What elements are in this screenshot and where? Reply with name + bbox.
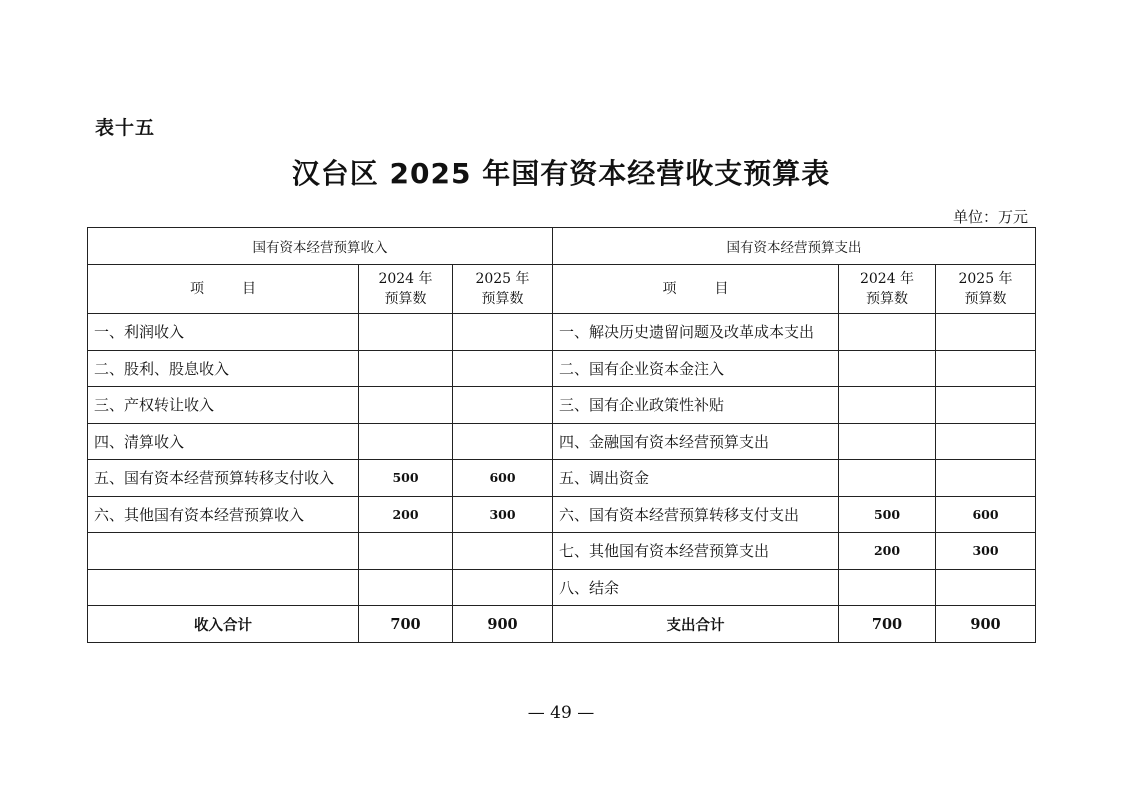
expense-2025: 600 xyxy=(936,496,1036,533)
expense-item: 三、国有企业政策性补贴 xyxy=(553,387,839,424)
income-item: 三、产权转让收入 xyxy=(88,387,359,424)
expense-total-label: 支出合计 xyxy=(553,606,839,643)
income-2025 xyxy=(453,423,553,460)
expense-2025 xyxy=(936,314,1036,351)
income-item: 四、清算收入 xyxy=(88,423,359,460)
income-2024: 200 xyxy=(359,496,453,533)
expense-section-header: 国有资本经营预算支出 xyxy=(553,228,1036,265)
expense-item: 一、解决历史遗留问题及改革成本支出 xyxy=(553,314,839,351)
income-2024 xyxy=(359,569,453,606)
table-row xyxy=(88,496,1036,533)
income-2025 xyxy=(453,350,553,387)
income-2024 xyxy=(359,314,453,351)
income-item-header: 项目 xyxy=(88,265,359,314)
expense-2024 xyxy=(839,314,936,351)
income-2025-header: 2025 年 预算数 xyxy=(453,265,553,314)
expense-2024 xyxy=(839,387,936,424)
income-section-header: 国有资本经营预算收入 xyxy=(88,228,553,265)
expense-total-2024: 700 xyxy=(839,606,936,643)
budget-table xyxy=(87,227,1036,643)
income-item xyxy=(88,569,359,606)
unit-label: 单位：万元 xyxy=(952,208,1028,226)
total-row xyxy=(88,606,1036,643)
page-title: 汉台区 2025 年国有资本经营收支预算表 xyxy=(291,157,831,190)
income-2025: 600 xyxy=(453,460,553,497)
expense-total-2025: 900 xyxy=(936,606,1036,643)
expense-item: 四、金融国有资本经营预算支出 xyxy=(553,423,839,460)
expense-2025 xyxy=(936,569,1036,606)
income-total-label: 收入合计 xyxy=(88,606,359,643)
expense-2024: 200 xyxy=(839,533,936,570)
table-row xyxy=(88,350,1036,387)
expense-item: 八、结余 xyxy=(553,569,839,606)
expense-item: 七、其他国有资本经营预算支出 xyxy=(553,533,839,570)
expense-2024: 500 xyxy=(839,496,936,533)
income-item: 二、股利、股息收入 xyxy=(88,350,359,387)
income-item: 五、国有资本经营预算转移支付收入 xyxy=(88,460,359,497)
expense-item: 六、国有资本经营预算转移支付支出 xyxy=(553,496,839,533)
income-2024 xyxy=(359,533,453,570)
income-2025 xyxy=(453,314,553,351)
table-row xyxy=(88,423,1036,460)
table-row xyxy=(88,314,1036,351)
income-2025 xyxy=(453,533,553,570)
expense-item: 二、国有企业资本金注入 xyxy=(553,350,839,387)
income-2024 xyxy=(359,423,453,460)
expense-2025 xyxy=(936,460,1036,497)
expense-2024-header: 2024 年 预算数 xyxy=(839,265,936,314)
income-total-2024: 700 xyxy=(359,606,453,643)
expense-item: 五、调出资金 xyxy=(553,460,839,497)
expense-2024 xyxy=(839,423,936,460)
income-2024 xyxy=(359,350,453,387)
income-item: 六、其他国有资本经营预算收入 xyxy=(88,496,359,533)
expense-2024 xyxy=(839,460,936,497)
table-row xyxy=(88,387,1036,424)
income-2024 xyxy=(359,387,453,424)
income-2024: 500 xyxy=(359,460,453,497)
expense-item-header: 项目 xyxy=(553,265,839,314)
income-2025: 300 xyxy=(453,496,553,533)
column-header-row xyxy=(88,265,1036,314)
income-total-2025: 900 xyxy=(453,606,553,643)
page-number: — 49 — xyxy=(527,703,595,723)
income-2025 xyxy=(453,569,553,606)
table-row xyxy=(88,569,1036,606)
income-item: 一、利润收入 xyxy=(88,314,359,351)
expense-2025: 300 xyxy=(936,533,1036,570)
table-row xyxy=(88,460,1036,497)
income-2025 xyxy=(453,387,553,424)
table-row xyxy=(88,533,1036,570)
expense-2024 xyxy=(839,569,936,606)
income-2024-header: 2024 年 预算数 xyxy=(359,265,453,314)
expense-2025 xyxy=(936,387,1036,424)
income-item xyxy=(88,533,359,570)
expense-2025 xyxy=(936,350,1036,387)
table-label: 表十五 xyxy=(95,117,156,139)
expense-2024 xyxy=(839,350,936,387)
section-header-row xyxy=(88,228,1036,265)
expense-2025-header: 2025 年 预算数 xyxy=(936,265,1036,314)
expense-2025 xyxy=(936,423,1036,460)
